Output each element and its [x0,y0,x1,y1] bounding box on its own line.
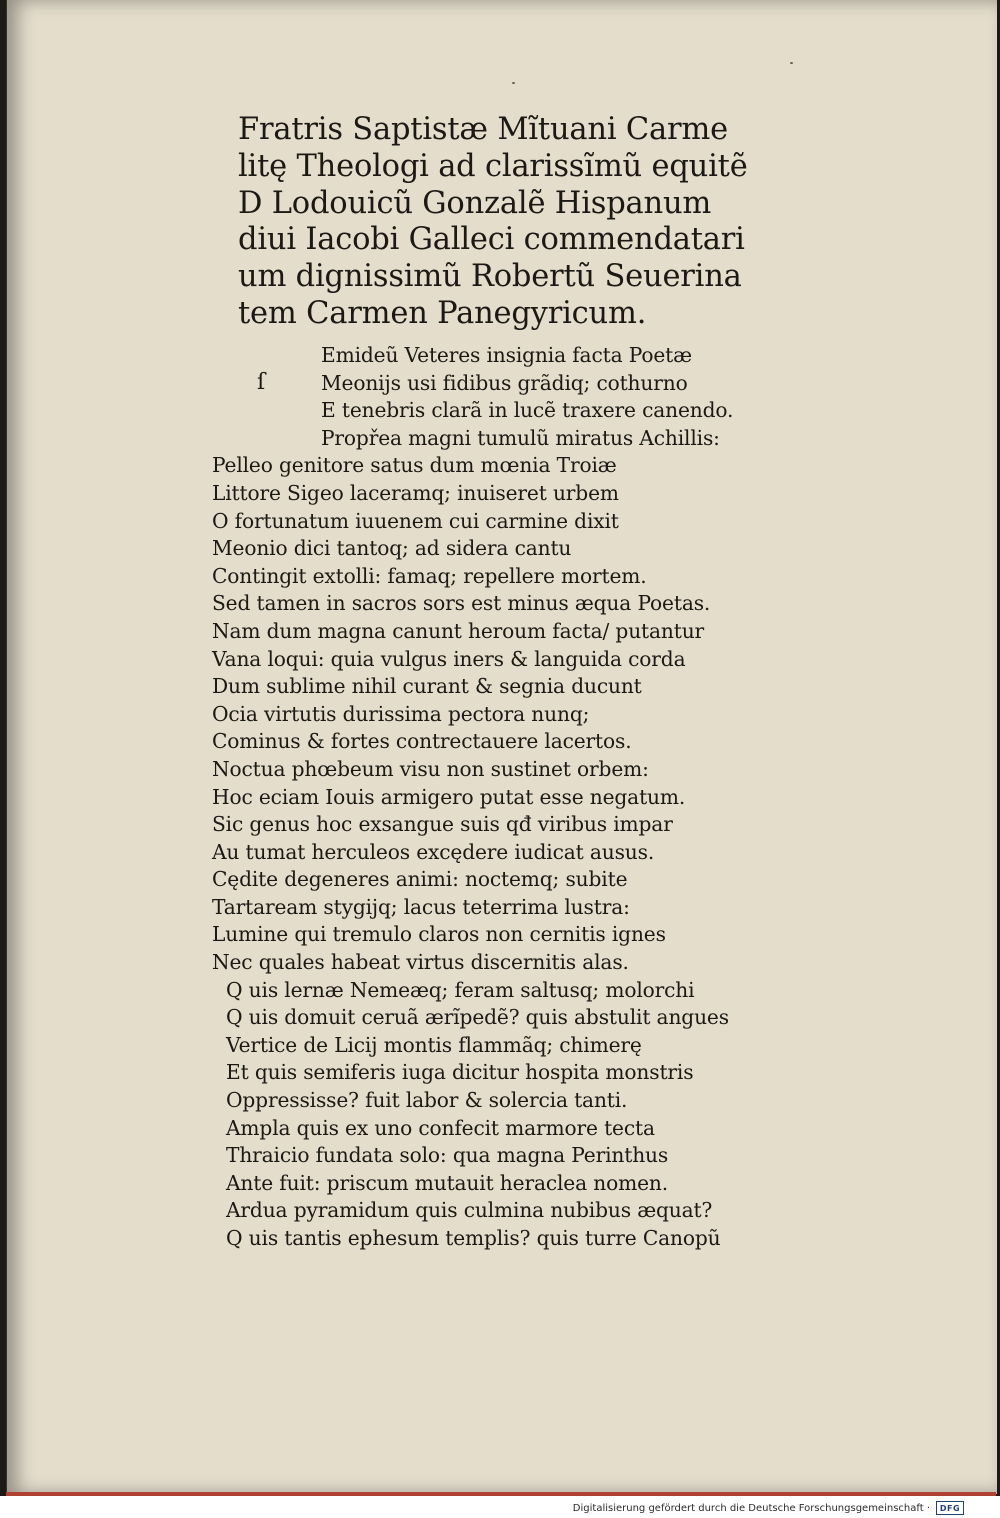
title-line: D Lodouicũ Gonzalẽ Hispanum [238,185,712,221]
verse-line: Meonijs usi fidibus grãdiq; cothurno [321,370,688,395]
verse-line: Sed tamen in sacros sors est minus æqua Poetas. [212,591,711,616]
paper-spot [512,82,515,84]
verse-line: Q uis domuit ceruã ærĩpedẽ? quis abstulit angues [226,1005,729,1030]
verse-line: Ante fuit: priscum mutauit heraclea nomen. [226,1170,669,1195]
title-block [238,112,748,333]
verse-line: Ampla quis ex uno confecit marmore tecta [226,1115,655,1140]
verse-line: Tartaream stygijq; lacus teterrima lustra: [212,894,630,919]
verse-line: Hoc eciam Iouis armigero putat esse negatum. [212,784,686,809]
verse-line: E tenebris clarã in lucẽ traxere canendo. [321,398,734,423]
verse-line: Q uis lernæ Nemeæq; feram saltusq; molorchi [226,977,695,1002]
verse-line: Ocia virtutis durissima pectora nunq; [212,701,590,726]
verse-line: Au tumat herculeos excędere iudicat ausus. [212,839,655,864]
verse-line: Noctua phœbeum visu non sustinet orbem: [212,756,649,781]
verse-line: Vertice de Licij montis flammãq; chimerę [226,1032,642,1057]
verse-line: Sic genus hoc exsangue suis qđ viribus impar [212,812,673,837]
title-line: Fratris Saptistæ Mĩtuani Carme [238,112,728,147]
verse-line: O fortunatum iuuenem cui carmine dixit [212,508,619,533]
title-line: tem Carmen Panegyricum. [238,295,647,331]
verse-line: Lumine qui tremulo claros non cernitis ignes [212,922,666,947]
funding-notice: Digitalisierung gefördert durch die Deutsche Forschungsgemeinschaft · [572,1502,930,1514]
verse-line: Thraicio fundata solo: qua magna Perinthus [226,1143,669,1168]
dfg-logo[interactable]: DFG [936,1501,964,1515]
poem-text [212,342,802,1253]
verse-line: Q uis tantis ephesum templis? quis turre Canopũ [226,1226,721,1250]
verse-line: Emideũ Veteres insignia facta Poetæ [321,343,692,367]
paper-spot [790,62,793,64]
title-line: um dignissimũ Robertũ Seuerina [238,259,742,295]
title-line: diui Iacobi Galleci commendatari [238,222,745,258]
verse-line: Cominus & fortes contrectauere lacertos. [212,729,632,754]
verse-line: Et quis semiferis iuga dicitur hospita monstris [226,1060,694,1085]
verse-line: Pelleo genitore satus dum mœnia Troiæ [212,453,617,478]
page-edge [6,1492,996,1496]
verse-line: Dum sublime nihil curant & segnia ducunt [212,674,642,699]
verse-line: Cędite degeneres animi: noctemq; subite [212,867,628,892]
verse-line: Nec quales habeat virtus discernitis alas. [212,950,629,975]
funding-footer [573,1500,964,1516]
verse-line: Nam dum magna canunt heroum facta/ putantur [212,618,705,643]
verse-line: Oppressisse? fuit labor & solercia tanti. [226,1088,628,1113]
verse-line: Ardua pyramidum quis culmina nubibus æquat? [226,1198,713,1223]
verse-line: Vana loqui: quia vulgus iners & languida corda [212,646,686,671]
verse-line: Meonio dici tantoq; ad sidera cantu [212,536,572,561]
initial-letter-guide: ſ [257,370,266,395]
verse-line: Contingit extolli: famaq; repellere mortem. [212,563,647,588]
verse-line: Propřea magni tumulũ miratus Achillis: [321,425,720,450]
verse-line: Littore Sigeo laceramq; inuiseret urbem [212,480,619,505]
title-line: litę Theologi ad clarissĩmũ equitẽ [238,148,748,184]
